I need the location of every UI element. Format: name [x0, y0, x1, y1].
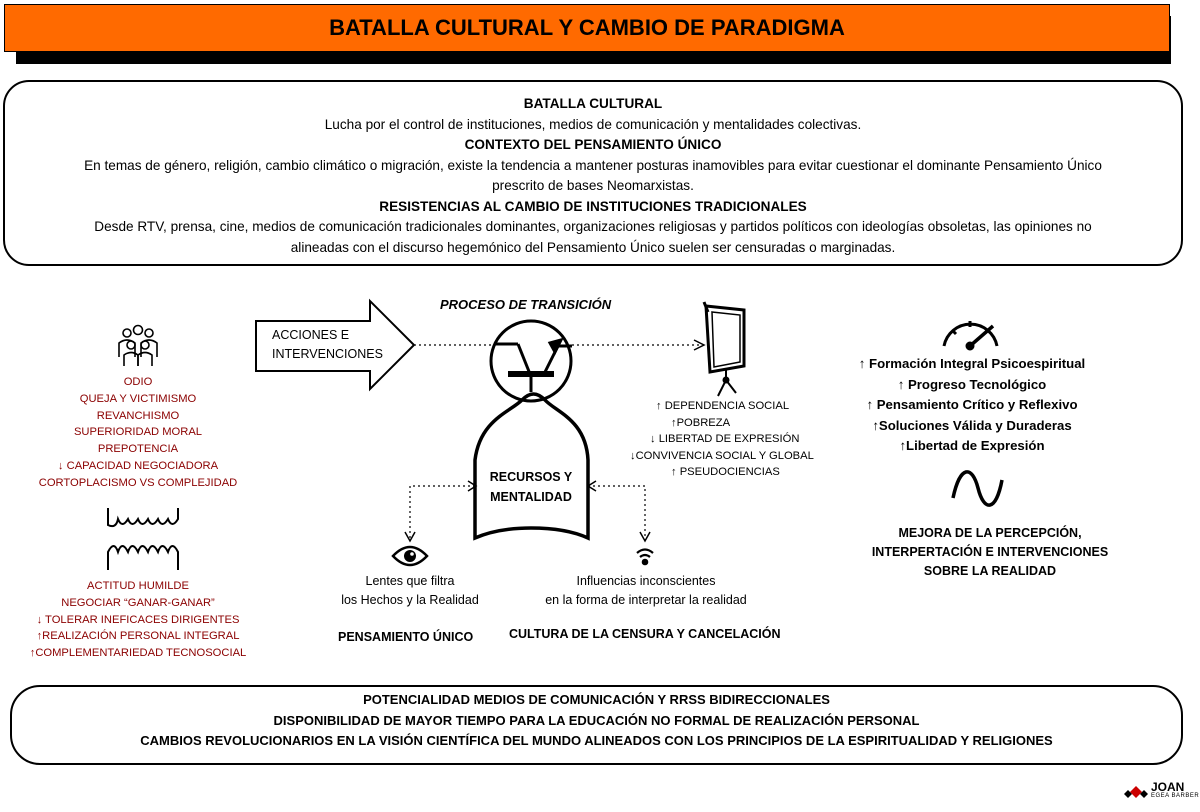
eye-caption-line: Lentes que filtra — [365, 574, 455, 588]
list-item: ↑Libertad de Expresión — [899, 438, 1045, 453]
improvements-list — [832, 354, 1112, 457]
consequences-list — [630, 398, 840, 481]
text-batalla-cultural: Lucha por el control de instituciones, medios de comunicación y mentalidades colectivas. — [324, 116, 862, 132]
negative-attitudes-list — [20, 374, 256, 492]
list-item: PREPOTENCIA — [97, 443, 179, 456]
transistor-icon — [491, 321, 572, 401]
wifi-signal-icon — [637, 550, 653, 565]
list-item: ↑REALIZACIÓN PERSONAL INTEGRAL — [36, 630, 240, 643]
perception-caption-line: INTERPERTACIÓN E INTERVENCIONES — [871, 545, 1109, 559]
list-item: ACTITUD HUMILDE — [87, 580, 189, 592]
list-item: ↑COMPLEMENTARIEDAD TECNOSOCIAL — [29, 647, 247, 660]
wifi-caption-line: en la forma de interpretar la realidad — [545, 593, 747, 607]
list-item: ↑ DEPENDENCIA SOCIAL — [656, 400, 790, 412]
opportunities-box — [10, 685, 1183, 765]
text-resistencias-1: Desde RTV, prensa, cine, medios de comunicación tradicionales dominantes, organizaciones religiosas y partidos políticos con ideologías obsoletas, las opiniones no — [94, 219, 1092, 234]
transformer-icon — [108, 508, 178, 570]
heading-contexto: CONTEXTO DEL PENSAMIENTO ÚNICO — [464, 137, 722, 152]
opportunity-line: DISPONIBILIDAD DE MAYOR TIEMPO PARA LA EDUCACIÓN NO FORMAL DE REALIZACIÓN PERSONAL — [273, 712, 920, 728]
list-item: ↑ Progreso Tecnológico — [897, 376, 1047, 392]
opportunity-line: POTENCIALIDAD MEDIOS DE COMUNICACIÓN Y RRSS BIDIRECCIONALES — [363, 692, 830, 707]
sine-wave-icon — [953, 472, 1002, 505]
perception-caption-line: MEJORA DE LA PERCEPCIÓN, — [898, 526, 1082, 540]
text-contexto-1: En temas de género, religión, cambio climático o migración, existe la tendencia a mantener posturas inamovibles para evitar cuestionar el dominante Pensamiento Único — [84, 157, 1102, 173]
eye-caption-line: los Hechos y la Realidad — [341, 593, 479, 607]
heading-resistencias: RESISTENCIAS AL CAMBIO DE INSTITUCIONES TRADICIONALES — [379, 198, 807, 214]
process-title: PROCESO DE TRANSICIÓN — [440, 297, 612, 312]
list-item: ↓ TOLERAR INEFICACES DIRIGENTES — [36, 613, 240, 626]
list-item: CORTOPLACISMO VS COMPLEJIDAD — [38, 476, 238, 489]
wifi-caption — [518, 572, 774, 610]
perception-caption-line: SOBRE LA REALIDAD — [923, 564, 1057, 578]
author-logo — [1151, 782, 1199, 799]
pensamiento-unico-label: PENSAMIENTO ÚNICO — [338, 630, 474, 644]
list-item: ↑POBREZA — [671, 416, 731, 429]
logo-icon — [1124, 786, 1148, 798]
opportunity-line: CAMBIOS REVOLUCIONARIOS EN LA VISIÓN CIENTÍFICA DEL MUNDO ALINEADOS CON LOS PRINCIPIOS DE LA ESPIRITUALIDAD Y RELIGIONES — [140, 733, 1053, 748]
list-item: ↑ Formación Integral Psicoespiritual — [858, 356, 1086, 371]
wifi-caption-line: Influencias inconscientes — [576, 574, 716, 588]
resources-bell-shape — [475, 394, 588, 538]
list-item: ↑Soluciones Válida y Duraderas — [872, 417, 1072, 433]
list-item: ↓CONVIVENCIA SOCIAL Y GLOBAL — [630, 449, 814, 462]
list-item: ↓ CAPACIDAD NEGOCIADORA — [57, 459, 219, 472]
arrow-label-line: ACCIONES E — [272, 328, 350, 342]
speedometer-icon — [944, 321, 997, 349]
page-title: BATALLA CULTURAL Y CAMBIO DE PARADIGMA — [4, 4, 1170, 52]
list-item: NEGOCIAR “GANAR-GANAR” — [61, 596, 215, 609]
perception-caption — [850, 524, 1130, 581]
list-item: ↑ Pensamiento Crítico y Reflexivo — [866, 397, 1078, 412]
people-group-icon — [119, 326, 157, 367]
logo-subtitle: EGEA BARBER — [1151, 793, 1200, 799]
list-item: ↓ LIBERTAD DE EXPRESIÓN — [650, 433, 800, 445]
eye-icon — [393, 547, 427, 565]
actions-arrow-label — [272, 326, 383, 364]
resources-label — [480, 467, 582, 507]
positive-attitudes-list — [20, 578, 256, 662]
text-contexto-2: prescrito de bases Neomarxistas. — [492, 178, 694, 193]
list-item: QUEJA Y VICTIMISMO — [79, 392, 197, 405]
heading-batalla-cultural: BATALLA CULTURAL — [523, 96, 663, 111]
presentation-screen-icon — [704, 302, 744, 396]
text-resistencias-2: alineadas con el discurso hegemónico del Pensamiento Único suelen ser censuradas o marginadas. — [290, 239, 896, 255]
cultura-censura-label: CULTURA DE LA CENSURA Y CANCELACIÓN — [509, 627, 781, 641]
list-item: ODIO — [123, 376, 153, 388]
resources-label-line: RECURSOS Y — [489, 470, 573, 484]
resources-label-line: MENTALIDAD — [490, 490, 572, 504]
list-item: ↑ PSEUDOCIENCIAS — [671, 466, 780, 478]
eye-caption — [318, 572, 502, 610]
logo-name: JOAN — [1151, 780, 1185, 794]
list-item: SUPERIORIDAD MORAL — [73, 426, 203, 439]
list-item: REVANCHISMO — [96, 409, 180, 422]
arrow-label-line: INTERVENCIONES — [272, 347, 383, 361]
